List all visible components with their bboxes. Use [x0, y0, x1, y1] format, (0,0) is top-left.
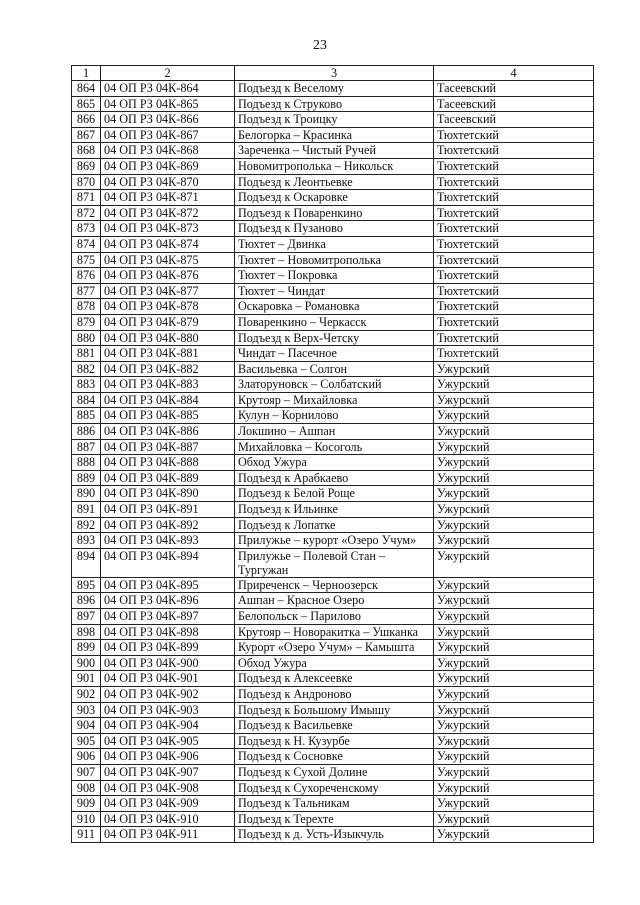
road-code-cell: 04 ОП РЗ 04К-876 — [101, 268, 235, 284]
row-number-cell: 900 — [72, 655, 101, 671]
table-row — [72, 624, 594, 640]
road-name-cell: Курорт «Озеро Учум» – Камышта — [235, 640, 434, 656]
row-number-cell: 877 — [72, 283, 101, 299]
district-cell: Ужурский — [434, 640, 594, 656]
district-cell: Ужурский — [434, 702, 594, 718]
road-name-cell: Чиндат – Пасечное — [235, 346, 434, 362]
row-number-cell: 892 — [72, 517, 101, 533]
road-code-cell: 04 ОП РЗ 04К-884 — [101, 392, 235, 408]
row-number-cell: 873 — [72, 221, 101, 237]
road-code-cell: 04 ОП РЗ 04К-886 — [101, 424, 235, 440]
road-code-cell: 04 ОП РЗ 04К-902 — [101, 686, 235, 702]
table-row — [72, 671, 594, 687]
district-cell: Ужурский — [434, 470, 594, 486]
road-code-cell: 04 ОП РЗ 04К-870 — [101, 174, 235, 190]
road-name-cell: Подъезд к Троицку — [235, 112, 434, 128]
road-name-cell: Кулун – Корнилово — [235, 408, 434, 424]
road-name-cell: Подъезд к Поваренкино — [235, 205, 434, 221]
district-cell: Тюхтетский — [434, 174, 594, 190]
road-code-cell: 04 ОП РЗ 04К-877 — [101, 283, 235, 299]
table-row — [72, 455, 594, 471]
road-name-cell: Подъезд к Белой Роще — [235, 486, 434, 502]
row-number-cell: 883 — [72, 377, 101, 393]
road-code-cell: 04 ОП РЗ 04К-909 — [101, 796, 235, 812]
road-name-cell: Подъезд к Терехте — [235, 811, 434, 827]
table-row — [72, 548, 594, 577]
road-name-cell: Обход Ужура — [235, 655, 434, 671]
table-row — [72, 143, 594, 159]
row-number-cell: 887 — [72, 439, 101, 455]
table-row — [72, 577, 594, 593]
road-name-cell: Михайловка – Косоголь — [235, 439, 434, 455]
header-row — [72, 66, 594, 81]
table-row — [72, 158, 594, 174]
road-name-cell: Тюхтет – Двинка — [235, 236, 434, 252]
column-header: 3 — [235, 66, 434, 81]
table-row — [72, 796, 594, 812]
page-number: 23 — [313, 38, 327, 53]
road-name-cell: Обход Ужура — [235, 455, 434, 471]
road-code-cell: 04 ОП РЗ 04К-872 — [101, 205, 235, 221]
table-row — [72, 174, 594, 190]
table-row — [72, 268, 594, 284]
table-row — [72, 827, 594, 843]
road-name-cell: Тюхтет – Покровка — [235, 268, 434, 284]
road-code-cell: 04 ОП РЗ 04К-865 — [101, 96, 235, 112]
row-number-cell: 872 — [72, 205, 101, 221]
road-code-cell: 04 ОП РЗ 04К-899 — [101, 640, 235, 656]
district-cell: Ужурский — [434, 439, 594, 455]
road-name-cell: Подъезд к Лопатке — [235, 517, 434, 533]
road-code-cell: 04 ОП РЗ 04К-897 — [101, 609, 235, 625]
table-body — [72, 81, 594, 843]
table-row — [72, 283, 594, 299]
district-cell: Тасеевский — [434, 112, 594, 128]
road-name-cell: Подъезд к Оскаровке — [235, 190, 434, 206]
table-row — [72, 780, 594, 796]
row-number-cell: 904 — [72, 718, 101, 734]
road-code-cell: 04 ОП РЗ 04К-880 — [101, 330, 235, 346]
road-code-cell: 04 ОП РЗ 04К-898 — [101, 624, 235, 640]
row-number-cell: 865 — [72, 96, 101, 112]
district-cell: Тюхтетский — [434, 330, 594, 346]
row-number-cell: 901 — [72, 671, 101, 687]
table-row — [72, 593, 594, 609]
row-number-cell: 866 — [72, 112, 101, 128]
table-row — [72, 686, 594, 702]
district-cell: Ужурский — [434, 827, 594, 843]
table-row — [72, 655, 594, 671]
road-code-cell: 04 ОП РЗ 04К-873 — [101, 221, 235, 237]
road-name-cell: Ашпан – Красное Озеро — [235, 593, 434, 609]
road-name-cell: Подъезд к Пузаново — [235, 221, 434, 237]
district-cell: Тюхтетский — [434, 190, 594, 206]
district-cell: Ужурский — [434, 486, 594, 502]
district-cell: Тюхтетский — [434, 314, 594, 330]
table-row — [72, 190, 594, 206]
road-code-cell: 04 ОП РЗ 04К-883 — [101, 377, 235, 393]
district-cell: Ужурский — [434, 749, 594, 765]
district-cell: Ужурский — [434, 764, 594, 780]
district-cell: Тасеевский — [434, 96, 594, 112]
row-number-cell: 895 — [72, 577, 101, 593]
row-number-cell: 909 — [72, 796, 101, 812]
road-name-cell: Подъезд к Сухой Долине — [235, 764, 434, 780]
district-cell: Ужурский — [434, 593, 594, 609]
road-code-cell: 04 ОП РЗ 04К-910 — [101, 811, 235, 827]
road-code-cell: 04 ОП РЗ 04К-874 — [101, 236, 235, 252]
district-cell: Тюхтетский — [434, 143, 594, 159]
row-number-cell: 886 — [72, 424, 101, 440]
table-row — [72, 361, 594, 377]
district-cell: Тюхтетский — [434, 346, 594, 362]
row-number-cell: 864 — [72, 81, 101, 97]
row-number-cell: 876 — [72, 268, 101, 284]
row-number-cell: 899 — [72, 640, 101, 656]
road-code-cell: 04 ОП РЗ 04К-878 — [101, 299, 235, 315]
road-code-cell: 04 ОП РЗ 04К-889 — [101, 470, 235, 486]
road-code-cell: 04 ОП РЗ 04К-907 — [101, 764, 235, 780]
road-name-cell: Подъезд к Сосновке — [235, 749, 434, 765]
road-code-cell: 04 ОП РЗ 04К-875 — [101, 252, 235, 268]
row-number-cell: 897 — [72, 609, 101, 625]
road-code-cell: 04 ОП РЗ 04К-887 — [101, 439, 235, 455]
table-row — [72, 252, 594, 268]
district-cell: Тюхтетский — [434, 283, 594, 299]
road-code-cell: 04 ОП РЗ 04К-866 — [101, 112, 235, 128]
road-name-cell: Новомитрополька – Никольск — [235, 158, 434, 174]
row-number-cell: 869 — [72, 158, 101, 174]
district-cell: Ужурский — [434, 424, 594, 440]
table-row — [72, 314, 594, 330]
district-cell: Тюхтетский — [434, 252, 594, 268]
row-number-cell: 875 — [72, 252, 101, 268]
row-number-cell: 882 — [72, 361, 101, 377]
road-code-cell: 04 ОП РЗ 04К-867 — [101, 127, 235, 143]
table-row — [72, 470, 594, 486]
road-code-cell: 04 ОП РЗ 04К-891 — [101, 502, 235, 518]
column-header: 2 — [101, 66, 235, 81]
road-code-cell: 04 ОП РЗ 04К-864 — [101, 81, 235, 97]
district-cell: Ужурский — [434, 361, 594, 377]
table-row — [72, 236, 594, 252]
district-cell: Ужурский — [434, 548, 594, 577]
road-code-cell: 04 ОП РЗ 04К-882 — [101, 361, 235, 377]
table-row — [72, 127, 594, 143]
table-row — [72, 96, 594, 112]
table-row — [72, 221, 594, 237]
road-name-cell: Зареченка – Чистый Ручей — [235, 143, 434, 159]
road-code-cell: 04 ОП РЗ 04К-905 — [101, 733, 235, 749]
road-name-cell: Подъезд к Сухореченскому — [235, 780, 434, 796]
row-number-cell: 881 — [72, 346, 101, 362]
district-cell: Ужурский — [434, 733, 594, 749]
road-name-cell: Прилужье – Полевой Стан – Тургужан — [235, 548, 434, 577]
road-code-cell: 04 ОП РЗ 04К-885 — [101, 408, 235, 424]
table-row — [72, 299, 594, 315]
road-name-cell: Локшино – Ашпан — [235, 424, 434, 440]
road-code-cell: 04 ОП РЗ 04К-908 — [101, 780, 235, 796]
road-name-cell: Златоруновск – Солбатский — [235, 377, 434, 393]
table-row — [72, 811, 594, 827]
table-row — [72, 392, 594, 408]
road-name-cell: Оскаровка – Романовка — [235, 299, 434, 315]
road-name-cell: Подъезд к Большому Имышу — [235, 702, 434, 718]
row-number-cell: 907 — [72, 764, 101, 780]
road-code-cell: 04 ОП РЗ 04К-893 — [101, 533, 235, 549]
district-cell: Ужурский — [434, 533, 594, 549]
row-number-cell: 894 — [72, 548, 101, 577]
row-number-cell: 868 — [72, 143, 101, 159]
row-number-cell: 903 — [72, 702, 101, 718]
table-row — [72, 330, 594, 346]
district-cell: Ужурский — [434, 517, 594, 533]
row-number-cell: 889 — [72, 470, 101, 486]
road-name-cell: Васильевка – Солгон — [235, 361, 434, 377]
row-number-cell: 880 — [72, 330, 101, 346]
road-name-cell: Прилужье – курорт «Озеро Учум» — [235, 533, 434, 549]
table-row — [72, 702, 594, 718]
district-cell: Тюхтетский — [434, 205, 594, 221]
table-header — [72, 66, 594, 81]
column-header: 4 — [434, 66, 594, 81]
table-row — [72, 640, 594, 656]
table-row — [72, 112, 594, 128]
road-code-cell: 04 ОП РЗ 04К-901 — [101, 671, 235, 687]
district-cell: Ужурский — [434, 780, 594, 796]
road-name-cell: Подъезд к Андроново — [235, 686, 434, 702]
district-cell: Тюхтетский — [434, 127, 594, 143]
road-code-cell: 04 ОП РЗ 04К-869 — [101, 158, 235, 174]
district-cell: Ужурский — [434, 377, 594, 393]
road-code-cell: 04 ОП РЗ 04К-881 — [101, 346, 235, 362]
road-code-cell: 04 ОП РЗ 04К-868 — [101, 143, 235, 159]
road-name-cell: Подъезд к Верх-Четску — [235, 330, 434, 346]
table-row — [72, 346, 594, 362]
district-cell: Ужурский — [434, 624, 594, 640]
road-code-cell: 04 ОП РЗ 04К-900 — [101, 655, 235, 671]
table-row — [72, 517, 594, 533]
road-code-cell: 04 ОП РЗ 04К-896 — [101, 593, 235, 609]
table-row — [72, 408, 594, 424]
row-number-cell: 896 — [72, 593, 101, 609]
row-number-cell: 891 — [72, 502, 101, 518]
district-cell: Ужурский — [434, 502, 594, 518]
district-cell: Тюхтетский — [434, 158, 594, 174]
road-name-cell: Подъезд к Васильевке — [235, 718, 434, 734]
row-number-cell: 888 — [72, 455, 101, 471]
row-number-cell: 906 — [72, 749, 101, 765]
road-code-cell: 04 ОП РЗ 04К-888 — [101, 455, 235, 471]
district-cell: Тюхтетский — [434, 221, 594, 237]
road-name-cell: Поваренкино – Черкасск — [235, 314, 434, 330]
table-row — [72, 205, 594, 221]
road-name-cell: Подъезд к Струково — [235, 96, 434, 112]
road-name-cell: Белопольск – Парилово — [235, 609, 434, 625]
road-name-cell: Подъезд к д. Усть-Изыкчуль — [235, 827, 434, 843]
road-code-cell: 04 ОП РЗ 04К-892 — [101, 517, 235, 533]
table-row — [72, 424, 594, 440]
table-row — [72, 439, 594, 455]
road-name-cell: Белогорка – Красинка — [235, 127, 434, 143]
row-number-cell: 874 — [72, 236, 101, 252]
row-number-cell: 910 — [72, 811, 101, 827]
road-name-cell: Крутояр – Михайловка — [235, 392, 434, 408]
table-row — [72, 533, 594, 549]
row-number-cell: 905 — [72, 733, 101, 749]
row-number-cell: 867 — [72, 127, 101, 143]
district-cell: Ужурский — [434, 392, 594, 408]
road-code-cell: 04 ОП РЗ 04К-871 — [101, 190, 235, 206]
row-number-cell: 870 — [72, 174, 101, 190]
road-code-cell: 04 ОП РЗ 04К-903 — [101, 702, 235, 718]
table-row — [72, 486, 594, 502]
row-number-cell: 898 — [72, 624, 101, 640]
table-row — [72, 733, 594, 749]
road-name-cell: Тюхтет – Новомитрополька — [235, 252, 434, 268]
district-cell: Ужурский — [434, 609, 594, 625]
road-name-cell: Приреченск – Черноозерск — [235, 577, 434, 593]
district-cell: Ужурский — [434, 408, 594, 424]
row-number-cell: 902 — [72, 686, 101, 702]
row-number-cell: 893 — [72, 533, 101, 549]
row-number-cell: 879 — [72, 314, 101, 330]
row-number-cell: 884 — [72, 392, 101, 408]
table-row — [72, 502, 594, 518]
roads-table — [71, 65, 594, 843]
road-code-cell: 04 ОП РЗ 04К-895 — [101, 577, 235, 593]
road-name-cell: Подъезд к Веселому — [235, 81, 434, 97]
district-cell: Ужурский — [434, 577, 594, 593]
road-name-cell: Тюхтет – Чиндат — [235, 283, 434, 299]
row-number-cell: 885 — [72, 408, 101, 424]
road-name-cell: Подъезд к Арабкаево — [235, 470, 434, 486]
road-name-cell: Крутояр – Новоракитка – Ушканка — [235, 624, 434, 640]
row-number-cell: 878 — [72, 299, 101, 315]
column-header: 1 — [72, 66, 101, 81]
district-cell: Тюхтетский — [434, 299, 594, 315]
road-code-cell: 04 ОП РЗ 04К-890 — [101, 486, 235, 502]
road-code-cell: 04 ОП РЗ 04К-904 — [101, 718, 235, 734]
row-number-cell: 890 — [72, 486, 101, 502]
road-code-cell: 04 ОП РЗ 04К-879 — [101, 314, 235, 330]
district-cell: Ужурский — [434, 671, 594, 687]
road-name-cell: Подъезд к Алексеевке — [235, 671, 434, 687]
table-row — [72, 764, 594, 780]
district-cell: Ужурский — [434, 718, 594, 734]
table-row — [72, 749, 594, 765]
district-cell: Тюхтетский — [434, 236, 594, 252]
road-name-cell: Подъезд к Тальникам — [235, 796, 434, 812]
table-row — [72, 718, 594, 734]
road-name-cell: Подъезд к Ильинке — [235, 502, 434, 518]
district-cell: Ужурский — [434, 686, 594, 702]
district-cell: Ужурский — [434, 796, 594, 812]
road-code-cell: 04 ОП РЗ 04К-894 — [101, 548, 235, 577]
road-name-cell: Подъезд к Леонтьевке — [235, 174, 434, 190]
table-row — [72, 377, 594, 393]
road-name-cell: Подъезд к Н. Кузурбе — [235, 733, 434, 749]
district-cell: Ужурский — [434, 455, 594, 471]
table-row — [72, 609, 594, 625]
table-row — [72, 81, 594, 97]
row-number-cell: 911 — [72, 827, 101, 843]
road-code-cell: 04 ОП РЗ 04К-911 — [101, 827, 235, 843]
row-number-cell: 908 — [72, 780, 101, 796]
district-cell: Ужурский — [434, 655, 594, 671]
district-cell: Ужурский — [434, 811, 594, 827]
district-cell: Тасеевский — [434, 81, 594, 97]
road-code-cell: 04 ОП РЗ 04К-906 — [101, 749, 235, 765]
row-number-cell: 871 — [72, 190, 101, 206]
district-cell: Тюхтетский — [434, 268, 594, 284]
